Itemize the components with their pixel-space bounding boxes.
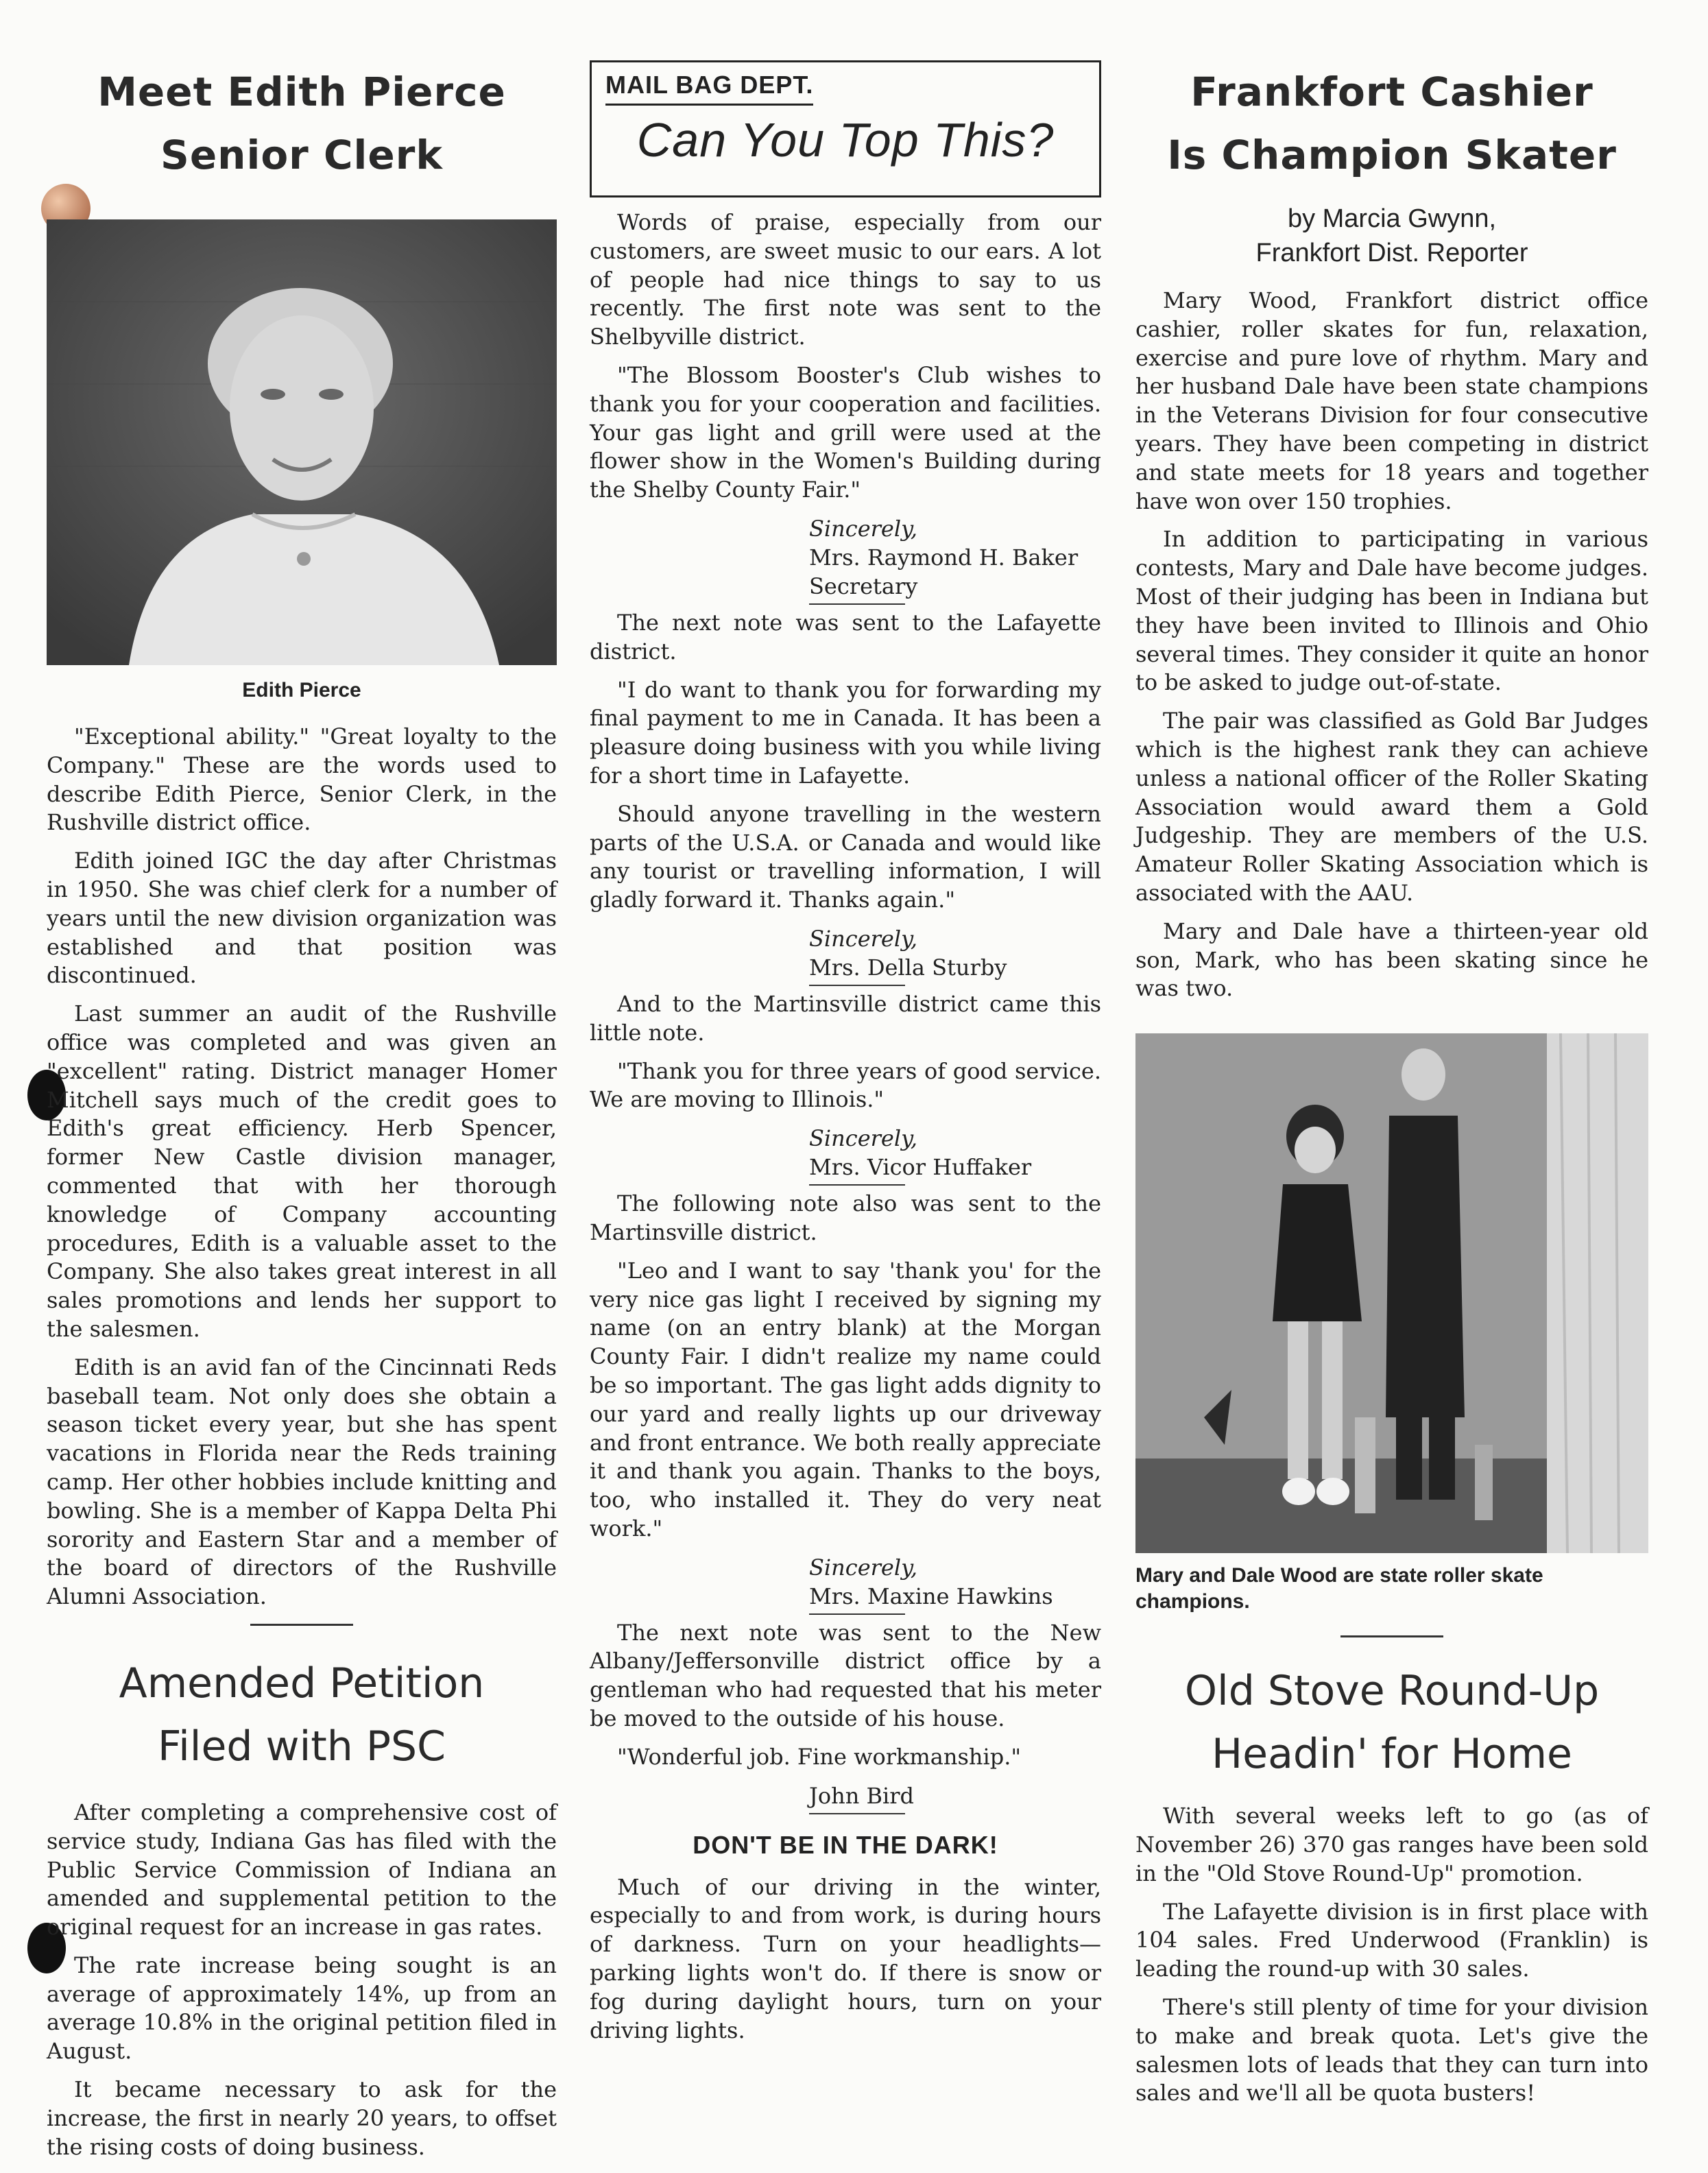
- paragraph: Last summer an audit of the Rushville office was completed and was given an "excellent" rating. District manager Homer Mitchell says much of the credit goes to Edith's great efficiency. Herb Spencer, former New Castle division manager, commented that with her thorough knowledge of Company accounting procedures, Edith is a valuable asset to the Company. She also takes great interest in all sales promotions and lends her support to the salesmen.: [47, 1000, 557, 1342]
- letter-paragraph: "The Blossom Booster's Club wishes to thank you for your cooperation and facilities. Your gas light and grill were used at the flower show in the Women's Building during the Shelby County Fair.": [590, 361, 1101, 503]
- byline-role: Frankfort Dist. Reporter: [1255, 239, 1528, 267]
- headline-skater-line1: Frankfort Cashier: [1190, 69, 1593, 115]
- paragraph: Mary Wood, Frankfort district office cashier, roller skates for fun, relaxation, exercise and pure love of rhythm. Mary and her husband Dale have been state champions in the Veterans Division for four consecutive years. They have been competing in district and state meets for 18 years and together have won over 150 trophies.: [1135, 287, 1648, 514]
- paragraph: Much of our driving in the winter, especially to and from work, is during hours of darkness. Turn on your headlights—parking lights won't do. If there is snow or fog during daylight hours, turn on your driving lights.: [590, 1873, 1101, 2043]
- mail-bag-box: [590, 60, 1101, 197]
- signature-block: [590, 924, 1101, 986]
- paragraph: Edith is an avid fan of the Cincinnati Reds baseball team. Not only does she obtain a season ticket every year, but she has spent vacations in Florida near the Reds training camp. Her other hobbies include knitting and bowling. She is a member of Kappa Delta Phi sorority and Eastern Star and a member of the board of directors of the Rushville Alumni Association.: [47, 1354, 557, 1610]
- letter-paragraph: "I do want to thank you for forwarding my final payment to me in Canada. It has been a pleasure doing business with you while living for a short time in Lafayette.: [590, 676, 1101, 789]
- letter-paragraph: "Leo and I want to say 'thank you' for the very nice gas light I received by signing my name (on an entry blank) at the Morgan County Fair. I didn't realize my name could be so important. The gas light adds dignity to our yard and really lights up our driveway and front entrance. We both really appreciate it and thank you again. Thanks to the boys, too, who installed it. They do very neat work.": [590, 1257, 1101, 1541]
- mail-bag-title: Can You Top This?: [636, 113, 1055, 167]
- paragraph: With several weeks left to go (as of November 26) 370 gas ranges have been sold in the "Old Stove Round-Up" promotion.: [1135, 1803, 1648, 1886]
- paragraph: "Exceptional ability." "Great loyalty to the Company." These are the words used to describe Edith Pierce, Senior Clerk, in the Rushville district office.: [47, 723, 557, 836]
- paragraph: The Lafayette division is in first place with 104 sales. Fred Underwood (Franklin) is leading the round-up with 30 sales.: [1135, 1898, 1648, 1982]
- signature-block: [590, 1124, 1101, 1186]
- letter-paragraph: Should anyone travelling in the western parts of the U.S.A. or Canada and would like any tourist or travelling information, I will gladly forward it. Thanks again.": [590, 800, 1101, 913]
- byline-author: by Marcia Gwynn,: [1287, 204, 1497, 233]
- signature-rule: [809, 603, 905, 605]
- paragraph: The next note was sent to the Lafayette district.: [590, 609, 1101, 664]
- photo-mary-dale-wood: [1135, 1033, 1648, 1553]
- paragraph: And to the Martinsville district came this little note.: [590, 990, 1101, 1046]
- headline-stove-line1: Old Stove Round-Up: [1184, 1667, 1600, 1716]
- headline-stove-line2: Headin' for Home: [1212, 1730, 1572, 1779]
- column-right: [1135, 0, 1648, 2117]
- closing: Sincerely,: [809, 1125, 918, 1152]
- closing: Sincerely,: [809, 925, 918, 952]
- signer-name: Mrs. Vicor Huffaker: [809, 1154, 1032, 1181]
- signature-rule: [809, 985, 905, 986]
- signature-rule: [809, 1184, 905, 1186]
- signature-block: [590, 514, 1101, 605]
- paragraph: The rate increase being sought is an average of approximately 14%, up from an average 10.8% in the original petition filed in August.: [47, 1952, 557, 2065]
- signer-name: Mrs. Della Sturby: [809, 954, 1007, 981]
- headline-petition-line1: Amended Petition: [119, 1659, 485, 1707]
- dark-heading: DON'T BE IN THE DARK!: [693, 1830, 998, 1859]
- paragraph: Words of praise, especially from our customers, are sweet music to our ears. A lot of people had nice things to say to us recently. The first note was sent to the Shelbyville district.: [590, 209, 1101, 350]
- signer-name: Mrs. Maxine Hawkins: [809, 1583, 1053, 1609]
- signer-name: John Bird: [809, 1782, 915, 1809]
- signer-name: Mrs. Raymond H. Baker: [809, 544, 1079, 571]
- paragraph: There's still plenty of time for your division to make and break quota. Let's give the salesmen lots of leads that they can turn into sales and we'll all be quota busters!: [1135, 1993, 1648, 2106]
- paragraph: The pair was classified as Gold Bar Judges which is the highest rank they can achieve unless a national officer of the Roller Skating Association would award them a Gold Judgeship. They are members of the U.S. Amateur Roller Skating Association which is associated with the AAU.: [1135, 708, 1648, 906]
- mail-bag-dept-label: MAIL BAG DEPT.: [605, 71, 813, 106]
- headline-petition-line2: Filed with PSC: [157, 1722, 446, 1770]
- signature-block: [590, 1781, 1101, 1814]
- closing: Sincerely,: [809, 515, 918, 542]
- paragraph: Edith joined IGC the day after Christmas in 1950. She was chief clerk for a number of years until the new division organization was established and that position was discontinued.: [47, 848, 557, 989]
- divider: [250, 1624, 353, 1626]
- letter-paragraph: "Thank you for three years of good service. We are moving to Illinois.": [590, 1057, 1101, 1113]
- closing: Sincerely,: [809, 1554, 918, 1581]
- headline-skater-line2: Is Champion Skater: [1167, 132, 1617, 178]
- letter-paragraph: "Wonderful job. Fine workmanship.": [617, 1743, 1022, 1770]
- signer-title: Secretary: [809, 573, 918, 599]
- headline-edith-line2: Senior Clerk: [160, 132, 443, 178]
- column-middle: [590, 0, 1101, 2054]
- portrait-illustration: [47, 219, 557, 665]
- paragraph: The next note was sent to the New Albany/Jeffersonville district office by a gentleman who had requested that his meter be moved to the outside of his house.: [590, 1619, 1101, 1732]
- photo-edith-pierce: [47, 219, 557, 665]
- signature-rule: [809, 1613, 905, 1615]
- caption-edith-pierce: Edith Pierce: [242, 679, 361, 701]
- paragraph: It became necessary to ask for the increase, the first in nearly 20 years, to offset the rising costs of doing business.: [47, 2076, 557, 2160]
- paragraph: In addition to participating in various contests, Mary and Dale have become judges. Most of their judging has been in Indiana but they have been invited to Illinois and Ohio several times. They consider it quite an honor to be asked to judge out-of-state.: [1135, 526, 1648, 696]
- skaters-illustration: [1135, 1033, 1648, 1553]
- headline-edith-line1: Meet Edith Pierce: [97, 69, 506, 115]
- signature-rule: [809, 1813, 905, 1814]
- caption-skaters: Mary and Dale Wood are state roller skate champions.: [1135, 1564, 1543, 1613]
- divider: [1340, 1635, 1443, 1637]
- signature-block: [590, 1553, 1101, 1615]
- column-left: [47, 0, 557, 2171]
- paragraph: The following note also was sent to the Martinsville district.: [590, 1190, 1101, 1245]
- paragraph: After completing a comprehensive cost of service study, Indiana Gas has filed with the Public Service Commission of Indiana an amended and supplemental petition to the original request for an increase in gas rates.: [47, 1799, 557, 1941]
- paragraph: Mary and Dale have a thirteen-year old son, Mark, who has been skating since he was two.: [1135, 917, 1648, 1002]
